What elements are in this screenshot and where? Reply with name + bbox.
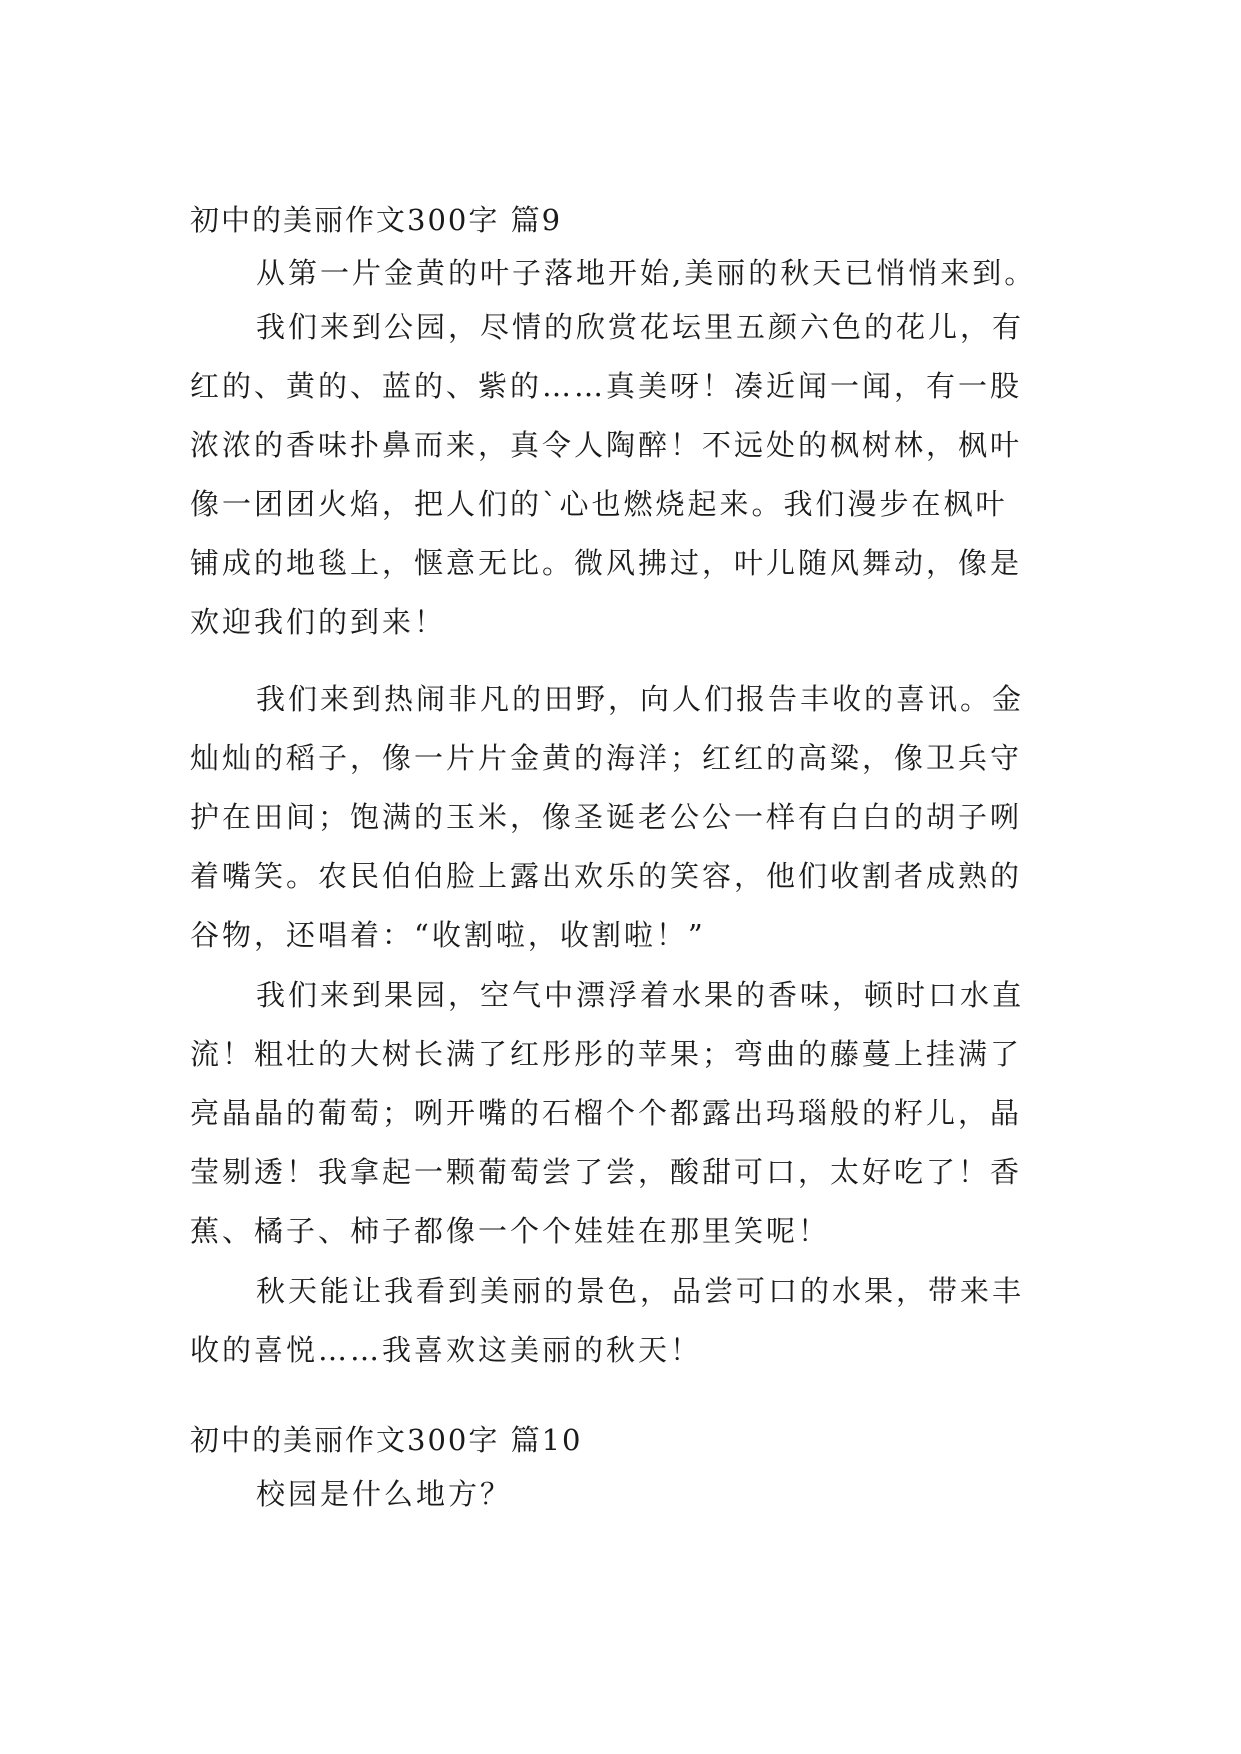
text-line: 护在田间；饱满的玉米，像圣诞老公公一样有白白的胡子咧 <box>190 800 1023 834</box>
text-line: 收的喜悦……我喜欢这美丽的秋天！ <box>190 1333 703 1367</box>
text-line: 亮晶晶的葡萄；咧开嘴的石榴个个都露出玛瑙般的籽儿，晶 <box>190 1096 1023 1130</box>
text-line: 我们来到热闹非凡的田野，向人们报告丰收的喜讯。金 <box>256 682 1025 716</box>
text-line: 我们来到果园，空气中漂浮着水果的香味，顿时口水直 <box>256 978 1025 1012</box>
text-line: 红的、黄的、蓝的、紫的……真美呀！凑近闻一闻，有一股 <box>190 369 1023 403</box>
paragraph <box>190 244 1050 303</box>
section-heading: 初中的美丽作文300字 篇10 <box>190 1423 583 1457</box>
text-line: 谷物，还唱着：“收割啦，收割啦！” <box>190 918 706 952</box>
paragraph <box>190 670 1050 965</box>
text-line: 校园是什么地方？ <box>256 1477 513 1511</box>
paragraph <box>190 298 1050 652</box>
paragraph <box>190 1465 1050 1524</box>
text-line: 浓浓的香味扑鼻而来，真令人陶醉！不远处的枫树林，枫叶 <box>190 428 1023 462</box>
text-line: 铺成的地毯上，惬意无比。微风拂过，叶儿随风舞动，像是 <box>190 546 1023 580</box>
text-line: 从第一片金黄的叶子落地开始,美丽的秋天已悄悄来到。 <box>256 256 1037 290</box>
section-heading: 初中的美丽作文300字 篇9 <box>190 203 563 237</box>
text-line: 我们来到公园，尽情的欣赏花坛里五颜六色的花儿，有 <box>256 310 1025 344</box>
paragraph <box>190 1262 1050 1380</box>
text-line: 灿灿的稻子，像一片片金黄的海洋；红红的高粱，像卫兵守 <box>190 741 1023 775</box>
text-line: 蕉、橘子、柿子都像一个个娃娃在那里笑呢！ <box>190 1214 831 1248</box>
text-line: 秋天能让我看到美丽的景色，品尝可口的水果，带来丰 <box>256 1274 1025 1308</box>
text-line: 像一团团火焰，把人们的`心也燃烧起来。我们漫步在枫叶 <box>190 487 1008 521</box>
text-line: 着嘴笑。农民伯伯脸上露出欢乐的笑容，他们收割者成熟的 <box>190 859 1023 893</box>
text-line: 欢迎我们的到来！ <box>190 605 447 639</box>
text-line: 流！粗壮的大树长满了红彤彤的苹果；弯曲的藤蔓上挂满了 <box>190 1037 1023 1071</box>
text-line: 莹剔透！我拿起一颗葡萄尝了尝，酸甜可口，太好吃了！香 <box>190 1155 1023 1189</box>
document-page <box>190 0 1070 1754</box>
paragraph <box>190 966 1050 1261</box>
